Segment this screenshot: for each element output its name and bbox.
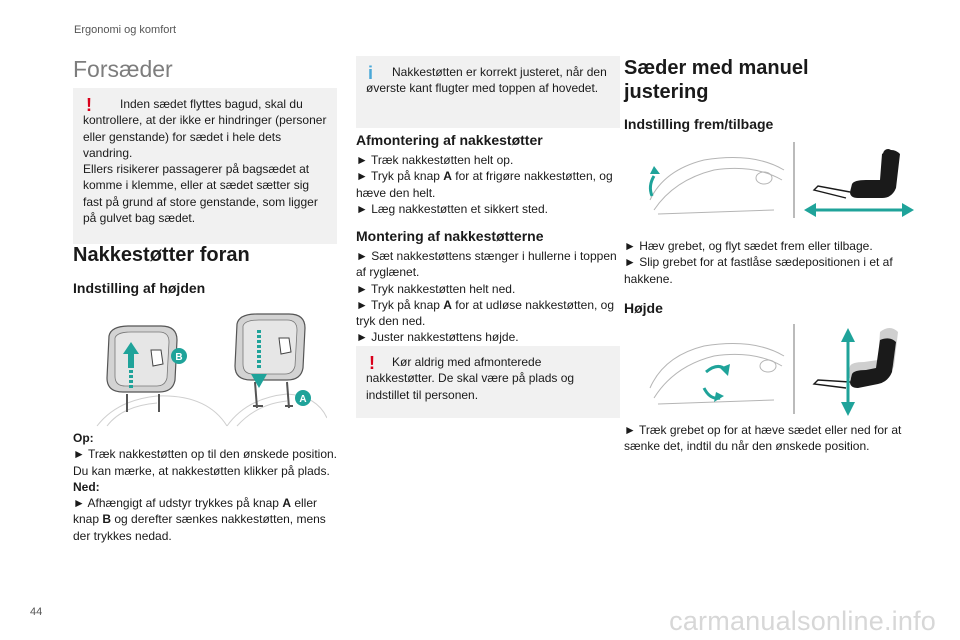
seat-side-icon xyxy=(814,149,900,198)
manual-seats-title: Sæder med manuel justering xyxy=(624,57,809,103)
fwd-steps xyxy=(624,238,904,287)
height-steps xyxy=(624,422,904,455)
mount-step: ► Juster nakkestøttens højde. xyxy=(356,330,519,345)
fwd-title: Indstilling frem/tilbage xyxy=(624,116,774,132)
mount-steps xyxy=(356,248,620,346)
info-icon: i xyxy=(368,63,374,83)
headrest-left xyxy=(107,326,187,412)
fwd-step: ► Hæv grebet, og flyt sædet frem eller tilbage. xyxy=(624,239,873,253)
removal-title: Afmontering af nakkestøtter xyxy=(356,132,543,148)
mount-title: Montering af nakkestøtterne xyxy=(356,228,544,244)
warning-text: Kør aldrig med afmonterede nakkestøtter. De skal være på plads og indstillet til personen. xyxy=(366,355,575,402)
warning-text-1: Inden sædet flyttes bagud, skal du kontrollere, at der ikke er hindringer (personer eller genstande) for sædet i hele dets vandring. xyxy=(83,97,327,160)
removal-steps xyxy=(356,152,620,217)
section-title: Nakkestøtter foran xyxy=(73,244,250,266)
headrest-right xyxy=(235,314,311,408)
down-label: Ned: xyxy=(73,479,100,494)
watermark: carmanualsonline.info xyxy=(669,606,936,636)
height-step: ► Træk grebet op for at hæve sædet eller ned for at sænke det, indtil du når den ønskede position. xyxy=(624,423,902,454)
seat-side-icon xyxy=(814,328,898,388)
height-title: Højde xyxy=(624,300,663,316)
height-instructions xyxy=(73,430,337,544)
warning-box-2 xyxy=(356,346,620,418)
removal-step: ► Tryk på knap A for at frigøre nakkestøtten, og hæve den helt. xyxy=(356,169,613,200)
button-b-label: B xyxy=(175,352,183,363)
info-box xyxy=(356,56,620,128)
up-text: ► Træk nakkestøtten op til den ønskede position. Du kan mærke, at nakkestøtten klikker på plads. xyxy=(73,447,338,478)
up-label: Op: xyxy=(73,431,94,445)
subsection-title: Indstilling af højden xyxy=(73,280,206,296)
mount-step: ► Sæt nakkestøttens stænger i hullerne i toppen af ryglænet. xyxy=(356,249,617,280)
down-arrow-icon xyxy=(251,374,267,388)
page-title: Forsæder xyxy=(73,56,173,82)
warning-icon: ! xyxy=(369,353,375,373)
mount-step: ► Tryk på knap A for at udløse nakkestøtten, og tryk den ned. xyxy=(356,297,615,329)
headrest-illustration xyxy=(77,308,327,428)
mount-step: ► Tryk nakkestøtten helt ned. xyxy=(356,281,516,296)
warning-text-2: Ellers risikerer passagerer på bagsædet at komme i klemme, eller at sædet sætter sig fast på grund af store genstande, som ligger på gulvet bag sædet. xyxy=(83,162,318,226)
page-number: 44 xyxy=(30,606,43,618)
seat-forward-illustration xyxy=(644,140,924,222)
seat-height-illustration xyxy=(644,322,924,416)
fwd-back-arrow-icon xyxy=(804,203,914,217)
fwd-step: ► Slip grebet for at fastlåse sædepositionen i et af hakkene. xyxy=(624,255,893,286)
removal-step: ► Træk nakkestøtten helt op. xyxy=(356,153,514,167)
lever-updown-arrow-icon xyxy=(704,364,730,402)
warning-icon: ! xyxy=(86,95,92,115)
down-text: ► Afhængigt af udstyr trykkes på knap A eller knap B og derefter sænkes nakkestøtten, mens der trykkes nedad. xyxy=(73,496,326,543)
warning-box xyxy=(73,88,337,244)
button-a-label: A xyxy=(299,394,307,405)
info-text: Nakkestøtten er korrekt justeret, når den øverste kant flugter med toppen af hovedet. xyxy=(366,65,607,96)
running-header: Ergonomi og komfort xyxy=(74,24,177,36)
removal-step: ► Læg nakkestøtten et sikkert sted. xyxy=(356,201,548,216)
